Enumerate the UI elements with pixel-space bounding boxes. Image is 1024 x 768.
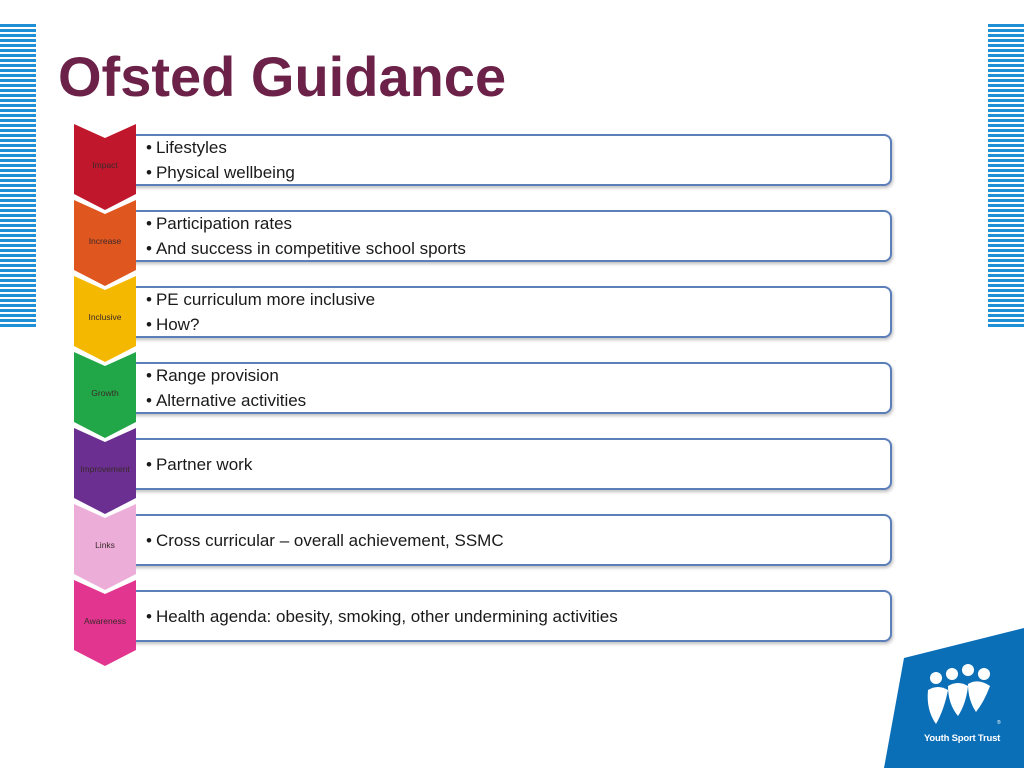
logo-text: Youth Sport Trust: [924, 733, 1001, 744]
step-label: Increase: [88, 236, 122, 246]
bullet-list: [146, 135, 890, 185]
bullet-item: • Lifestyles: [146, 135, 890, 160]
bullet-list: [146, 452, 890, 477]
bullet-item: • Physical wellbeing: [146, 160, 890, 185]
step-content-box: [116, 590, 892, 642]
bullet-list: [146, 528, 890, 553]
step-label: Growth: [91, 388, 119, 398]
bullet-item: • Health agenda: obesity, smoking, other undermining activities: [146, 604, 890, 629]
slide-title: Ofsted Guidance: [58, 45, 507, 108]
step-content-box: [116, 134, 892, 186]
step-label: Inclusive: [88, 312, 122, 322]
logo-background: [884, 628, 1024, 768]
step-content-box: [116, 210, 892, 262]
step-label: Links: [95, 540, 115, 550]
bullet-list: [146, 211, 890, 261]
step-label: Impact: [92, 160, 118, 170]
step-content-box: [116, 362, 892, 414]
bullet-item: • Participation rates: [146, 211, 890, 236]
bullet-item: • And success in competitive school sports: [146, 236, 890, 261]
step-content-box: [116, 438, 892, 490]
bullet-list: [146, 604, 890, 629]
step-label: Improvement: [80, 464, 130, 474]
bullet-item: • Alternative activities: [146, 388, 890, 413]
step-label: Awareness: [84, 616, 126, 626]
bullet-item: • How?: [146, 312, 890, 337]
step-row: [0, 588, 1024, 678]
bullet-list: [146, 363, 890, 413]
step-content-box: [116, 286, 892, 338]
bullet-item: • Range provision: [146, 363, 890, 388]
svg-text:®: ®: [997, 720, 1001, 726]
bullet-item: • Cross curricular – overall achievement, SSMC: [146, 528, 890, 553]
bullet-item: • Partner work: [146, 452, 890, 477]
step-content-box: [116, 514, 892, 566]
bullet-list: [146, 287, 890, 337]
bullet-item: • PE curriculum more inclusive: [146, 287, 890, 312]
